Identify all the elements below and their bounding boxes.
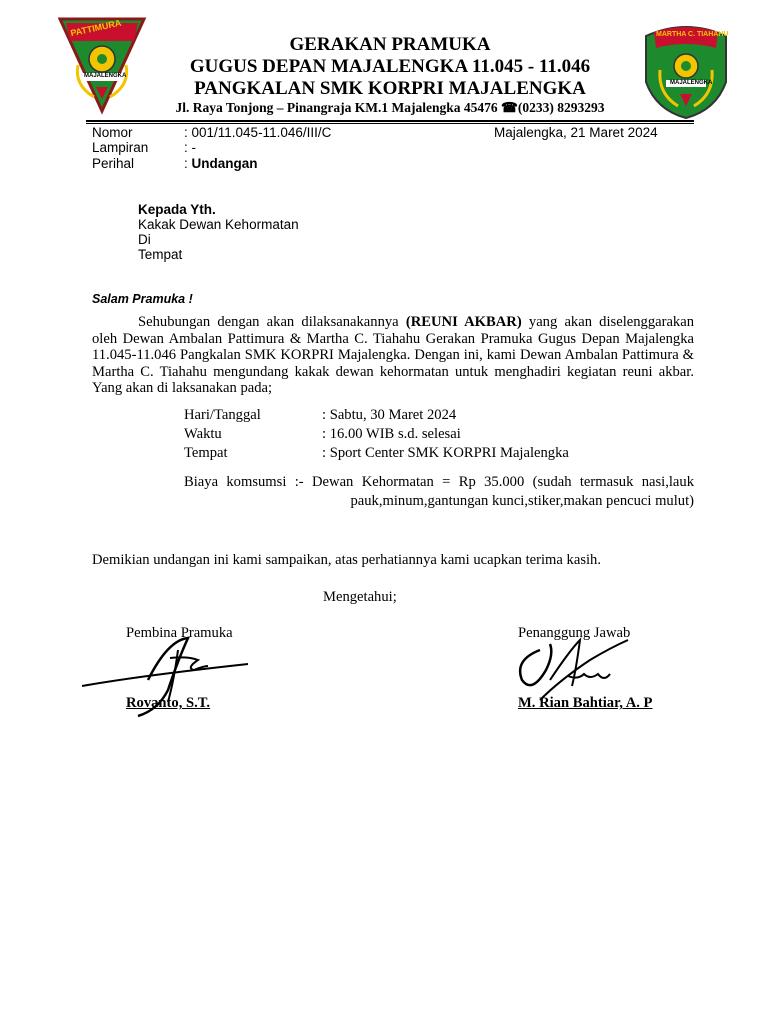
- detail-label-place: Tempat: [184, 445, 228, 461]
- place-date: Majalengka, 21 Maret 2024: [494, 125, 658, 140]
- pattimura-logo-banner: PATTIMURA: [69, 17, 123, 39]
- right-role: Penanggung Jawab: [518, 625, 631, 641]
- lampiran-label: Lampiran: [92, 140, 149, 155]
- detail-value-date: : Sabtu, 30 Maret 2024: [322, 407, 457, 423]
- event-name: (REUNI AKBAR): [405, 314, 522, 330]
- perihal-value: [184, 156, 258, 171]
- header-rule: [86, 120, 694, 122]
- para-start: Sehubungan dengan akan dilaksanakannya: [138, 314, 406, 330]
- recipient-di: Di: [138, 232, 151, 247]
- right-signer-name: M. Rian Bahtiar, A. P: [518, 695, 653, 711]
- perihal-text: Undangan: [191, 156, 258, 171]
- pattimura-logo-sub: MAJALENGKA: [84, 73, 127, 79]
- detail-value-time: : 16.00 WIB s.d. selesai: [322, 426, 461, 442]
- nomor-label: Nomor: [92, 125, 133, 140]
- body-paragraph: [92, 314, 694, 397]
- detail-label-date: Hari/Tanggal: [184, 407, 261, 423]
- martha-logo-sub: MAJALENGKA: [670, 80, 713, 86]
- lampiran-value: : -: [184, 140, 196, 155]
- cost-line-2: pauk,minum,gantungan kunci,stiker,makan pencuci mulut): [350, 493, 694, 509]
- recipient-place: Tempat: [138, 247, 183, 262]
- left-signer-name: Rovanto, S.T.: [126, 695, 211, 711]
- recipient-name: Kakak Dewan Kehormatan: [138, 217, 299, 232]
- para-rest: yang akan diselenggarakan oleh Dewan Ambalan Pattimura & Martha C. Tiahahu Gerakan Pramuka Gugus Depan Majalengka 11.045-11.046 Pangkalan SMK KORPRI Majalengka. Dengan ini, kami Dewan Ambalan Pattimura & Martha C. Tiahahu mengundang kakak dewan kehormatan untuk menghadiri kegiatan reuni akbar. Yang akan di laksanakan pada;: [92, 314, 694, 396]
- address: Jl. Raya Tonjong – Pinangraja KM.1 Majalengka 45476 ☎(0233) 8293293: [175, 100, 605, 115]
- martha-logo-banner: MARTHA C. TIAHAHU: [656, 31, 729, 38]
- pangkalan: PANGKALAN SMK KORPRI MAJALENGKA: [194, 78, 586, 99]
- header-rule-thin: [86, 123, 694, 124]
- mengetahui: Mengetahui;: [323, 589, 397, 605]
- detail-value-place: : Sport Center SMK KORPRI Majalengka: [322, 445, 569, 461]
- org-name: GERAKAN PRAMUKA: [289, 34, 491, 55]
- cost-line-1: Biaya komsumsi :- Dewan Kehormatan = Rp 35.000 (sudah termasuk nasi,lauk: [184, 474, 694, 490]
- greeting: Salam Pramuka !: [92, 292, 193, 306]
- perihal-colon: :: [184, 156, 192, 171]
- detail-label-time: Waktu: [184, 426, 222, 442]
- nomor-value: : 001/11.045-11.046/III/C: [184, 125, 332, 140]
- gugus-depan: GUGUS DEPAN MAJALENGKA 11.045 - 11.046: [189, 56, 591, 77]
- left-role: Pembina Pramuka: [126, 625, 233, 641]
- closing-text: Demikian undangan ini kami sampaikan, atas perhatiannya kami ucapkan terima kasih.: [92, 552, 601, 568]
- recipient-salutation: Kepada Yth.: [138, 202, 216, 217]
- perihal-label: Perihal: [92, 156, 135, 171]
